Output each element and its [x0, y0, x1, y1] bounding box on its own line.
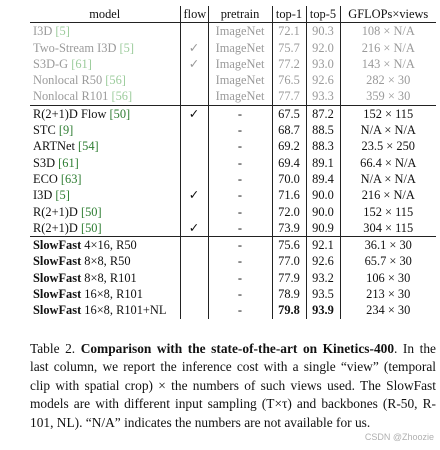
top5-cell: 92.0 [306, 40, 340, 56]
gflops-cell: 216 × N/A [340, 40, 436, 56]
top5-cell: 90.3 [306, 23, 340, 40]
model-cell [30, 138, 180, 154]
table-row [30, 253, 436, 269]
gflops-cell: 234 × 30 [340, 302, 436, 318]
table-row [30, 302, 436, 318]
model-cell [30, 40, 180, 56]
flow-cell: ✓ [180, 40, 208, 56]
pretrain-cell: - [208, 270, 272, 286]
top5-cell: 90.9 [306, 220, 340, 237]
gflops-cell: N/A × N/A [340, 171, 436, 187]
top1-cell-best: 79.8 [272, 302, 306, 318]
top5-cell: 93.3 [306, 88, 340, 105]
model-config: 8×8, R101 [81, 270, 137, 285]
gflops-cell: 106 × 30 [340, 270, 436, 286]
top1-cell: 77.0 [272, 253, 306, 269]
table-row [30, 187, 436, 203]
gflops-cell: 36.1 × 30 [340, 237, 436, 254]
table-row [30, 286, 436, 302]
top1-cell: 68.7 [272, 122, 306, 138]
model-config: 8×8, R50 [81, 254, 131, 269]
pretrain-cell: ImageNet [208, 23, 272, 40]
model-cell [30, 187, 180, 203]
pretrain-cell: ImageNet [208, 88, 272, 105]
gflops-cell: 359 × 30 [340, 88, 436, 105]
model-cell [30, 88, 180, 105]
pretrain-cell: ImageNet [208, 40, 272, 56]
top1-cell: 77.9 [272, 270, 306, 286]
pretrain-cell: - [208, 302, 272, 318]
model-name: R(2+1)D [33, 220, 81, 235]
top5-cell: 89.1 [306, 155, 340, 171]
citation: [56] [105, 73, 126, 88]
top5-cell: 92.6 [306, 253, 340, 269]
caption-label: Table 2. [30, 341, 81, 356]
model-name: ARTNet [33, 139, 79, 154]
flow-cell [180, 204, 208, 220]
top1-cell: 70.0 [272, 171, 306, 187]
model-name: S3D [33, 155, 59, 170]
table-row [30, 204, 436, 220]
top5-cell: 92.6 [306, 72, 340, 88]
model-cell [30, 171, 180, 187]
gflops-cell: N/A × N/A [340, 122, 436, 138]
flow-cell [180, 237, 208, 254]
pretrain-cell: - [208, 122, 272, 138]
model-cell [30, 122, 180, 138]
caption-title: Comparison with the state-of-the-art on Kinetics-400 [80, 341, 395, 356]
top1-cell: 73.9 [272, 220, 306, 237]
model-config: 16×8, R101 [81, 287, 143, 302]
header-top5: top-5 [306, 6, 340, 23]
citation: [9] [58, 123, 74, 138]
table-row [30, 155, 436, 171]
top5-cell: 93.2 [306, 270, 340, 286]
model-name: R(2+1)D [33, 204, 81, 219]
table-row [30, 23, 436, 40]
gflops-cell: 152 × 115 [340, 204, 436, 220]
citation: [61] [58, 155, 79, 170]
citation: [50] [80, 220, 102, 235]
pretrain-cell: ImageNet [208, 56, 272, 72]
flow-cell [180, 171, 208, 187]
top1-cell: 76.5 [272, 72, 306, 88]
top5-cell: 90.0 [306, 187, 340, 203]
top5-cell: 89.4 [306, 171, 340, 187]
model-cell [30, 270, 180, 286]
top5-cell: 93.5 [306, 286, 340, 302]
gflops-cell: 213 × 30 [340, 286, 436, 302]
table-row [30, 56, 436, 72]
gflops-cell: 66.4 × N/A [340, 155, 436, 171]
pretrain-cell: - [208, 204, 272, 220]
model-name: ECO [33, 171, 61, 186]
model-cell [30, 72, 180, 88]
citation: [56] [111, 89, 133, 104]
flow-cell [180, 23, 208, 40]
flow-cell [180, 138, 208, 154]
table-body [30, 23, 436, 319]
model-cell [30, 105, 180, 122]
gflops-cell: 304 × 115 [340, 220, 436, 237]
table-row [30, 220, 436, 237]
flow-cell [180, 72, 208, 88]
top1-cell: 71.6 [272, 187, 306, 203]
top1-cell: 69.4 [272, 155, 306, 171]
watermark: CSDN @Zhoozie [364, 432, 434, 442]
top1-cell: 77.2 [272, 56, 306, 72]
top5-cell-best: 93.9 [306, 302, 340, 318]
top5-cell: 88.5 [306, 122, 340, 138]
model-cell [30, 56, 180, 72]
flow-cell: ✓ [180, 56, 208, 72]
top5-cell: 93.0 [306, 56, 340, 72]
model-cell [30, 237, 180, 254]
flow-cell: ✓ [180, 187, 208, 203]
header-flow: flow [180, 6, 208, 23]
table-row [30, 270, 436, 286]
flow-cell [180, 155, 208, 171]
top1-cell: 72.1 [272, 23, 306, 40]
top5-cell: 92.1 [306, 237, 340, 254]
citation: [50] [109, 106, 131, 121]
gflops-cell: 282 × 30 [340, 72, 436, 88]
table-row [30, 237, 436, 254]
flow-cell [180, 253, 208, 269]
model-cell [30, 220, 180, 237]
comparison-table-container [30, 6, 436, 319]
model-cell [30, 204, 180, 220]
model-name: SlowFast [33, 303, 82, 318]
flow-cell: ✓ [180, 105, 208, 122]
model-config: 4×16, R50 [81, 238, 137, 253]
pretrain-cell: - [208, 105, 272, 122]
pretrain-cell: - [208, 237, 272, 254]
top1-cell: 72.0 [272, 204, 306, 220]
top1-cell: 77.7 [272, 88, 306, 105]
table-row [30, 171, 436, 187]
model-cell [30, 253, 180, 269]
pretrain-cell: ImageNet [208, 72, 272, 88]
model-name: SlowFast [33, 287, 82, 302]
table-row [30, 122, 436, 138]
gflops-cell: 152 × 115 [340, 105, 436, 122]
pretrain-cell: - [208, 253, 272, 269]
model-name: R(2+1)D Flow [33, 106, 110, 121]
model-name: Nonlocal R50 [33, 73, 106, 88]
flow-cell [180, 122, 208, 138]
top1-cell: 69.2 [272, 138, 306, 154]
table-row [30, 72, 436, 88]
model-name: Two-Stream I3D [33, 40, 120, 55]
header-gflops: GFLOPs×views [340, 6, 436, 23]
table-row [30, 88, 436, 105]
model-name: SlowFast [33, 238, 82, 253]
table-row [30, 138, 436, 154]
model-cell [30, 155, 180, 171]
model-name: S3D-G [33, 56, 72, 71]
top1-cell: 78.9 [272, 286, 306, 302]
top1-cell: 67.5 [272, 105, 306, 122]
top1-cell: 75.7 [272, 40, 306, 56]
citation: [5] [55, 24, 70, 39]
citation: [5] [55, 188, 70, 203]
gflops-cell: 143 × N/A [340, 56, 436, 72]
pretrain-cell: - [208, 155, 272, 171]
citation: [5] [119, 40, 134, 55]
model-name: SlowFast [33, 254, 82, 269]
header-model: model [30, 6, 180, 23]
pretrain-cell: - [208, 220, 272, 237]
model-cell [30, 23, 180, 40]
flow-cell [180, 302, 208, 318]
model-config: 16×8, R101+NL [81, 303, 167, 318]
pretrain-cell: - [208, 187, 272, 203]
pretrain-cell: - [208, 171, 272, 187]
comparison-table [30, 6, 436, 319]
pretrain-cell: - [208, 138, 272, 154]
citation: [54] [78, 139, 99, 154]
flow-cell [180, 88, 208, 105]
gflops-cell: 65.7 × 30 [340, 253, 436, 269]
gflops-cell: 216 × N/A [340, 187, 436, 203]
top5-cell: 90.0 [306, 204, 340, 220]
model-name: I3D [33, 188, 56, 203]
flow-cell [180, 286, 208, 302]
model-name: SlowFast [33, 270, 82, 285]
gflops-cell: 23.5 × 250 [340, 138, 436, 154]
top5-cell: 88.3 [306, 138, 340, 154]
model-name: STC [33, 123, 59, 138]
model-cell [30, 302, 180, 318]
table-header-row [30, 6, 436, 23]
table-caption [30, 340, 436, 432]
top1-cell: 75.6 [272, 237, 306, 254]
citation: [50] [80, 204, 102, 219]
model-name: Nonlocal R101 [33, 89, 112, 104]
header-pretrain: pretrain [208, 6, 272, 23]
top5-cell: 87.2 [306, 105, 340, 122]
table-row [30, 40, 436, 56]
model-cell [30, 286, 180, 302]
citation: [61] [71, 56, 92, 71]
caption-body: . In the last column, we report the inference cost with a single “view” (temporal clip with spatial crop) × the numbers of such views used. The SlowFast models are with different input sampling (T×τ) and backbones (R-50, R-101, NL). “N/A” indicates the numbers are not available for us. [30, 341, 436, 430]
table-row [30, 105, 436, 122]
citation: [63] [60, 171, 82, 186]
model-name: I3D [33, 24, 56, 39]
gflops-cell: 108 × N/A [340, 23, 436, 40]
pretrain-cell: - [208, 286, 272, 302]
flow-cell [180, 270, 208, 286]
header-top1: top-1 [272, 6, 306, 23]
flow-cell: ✓ [180, 220, 208, 237]
